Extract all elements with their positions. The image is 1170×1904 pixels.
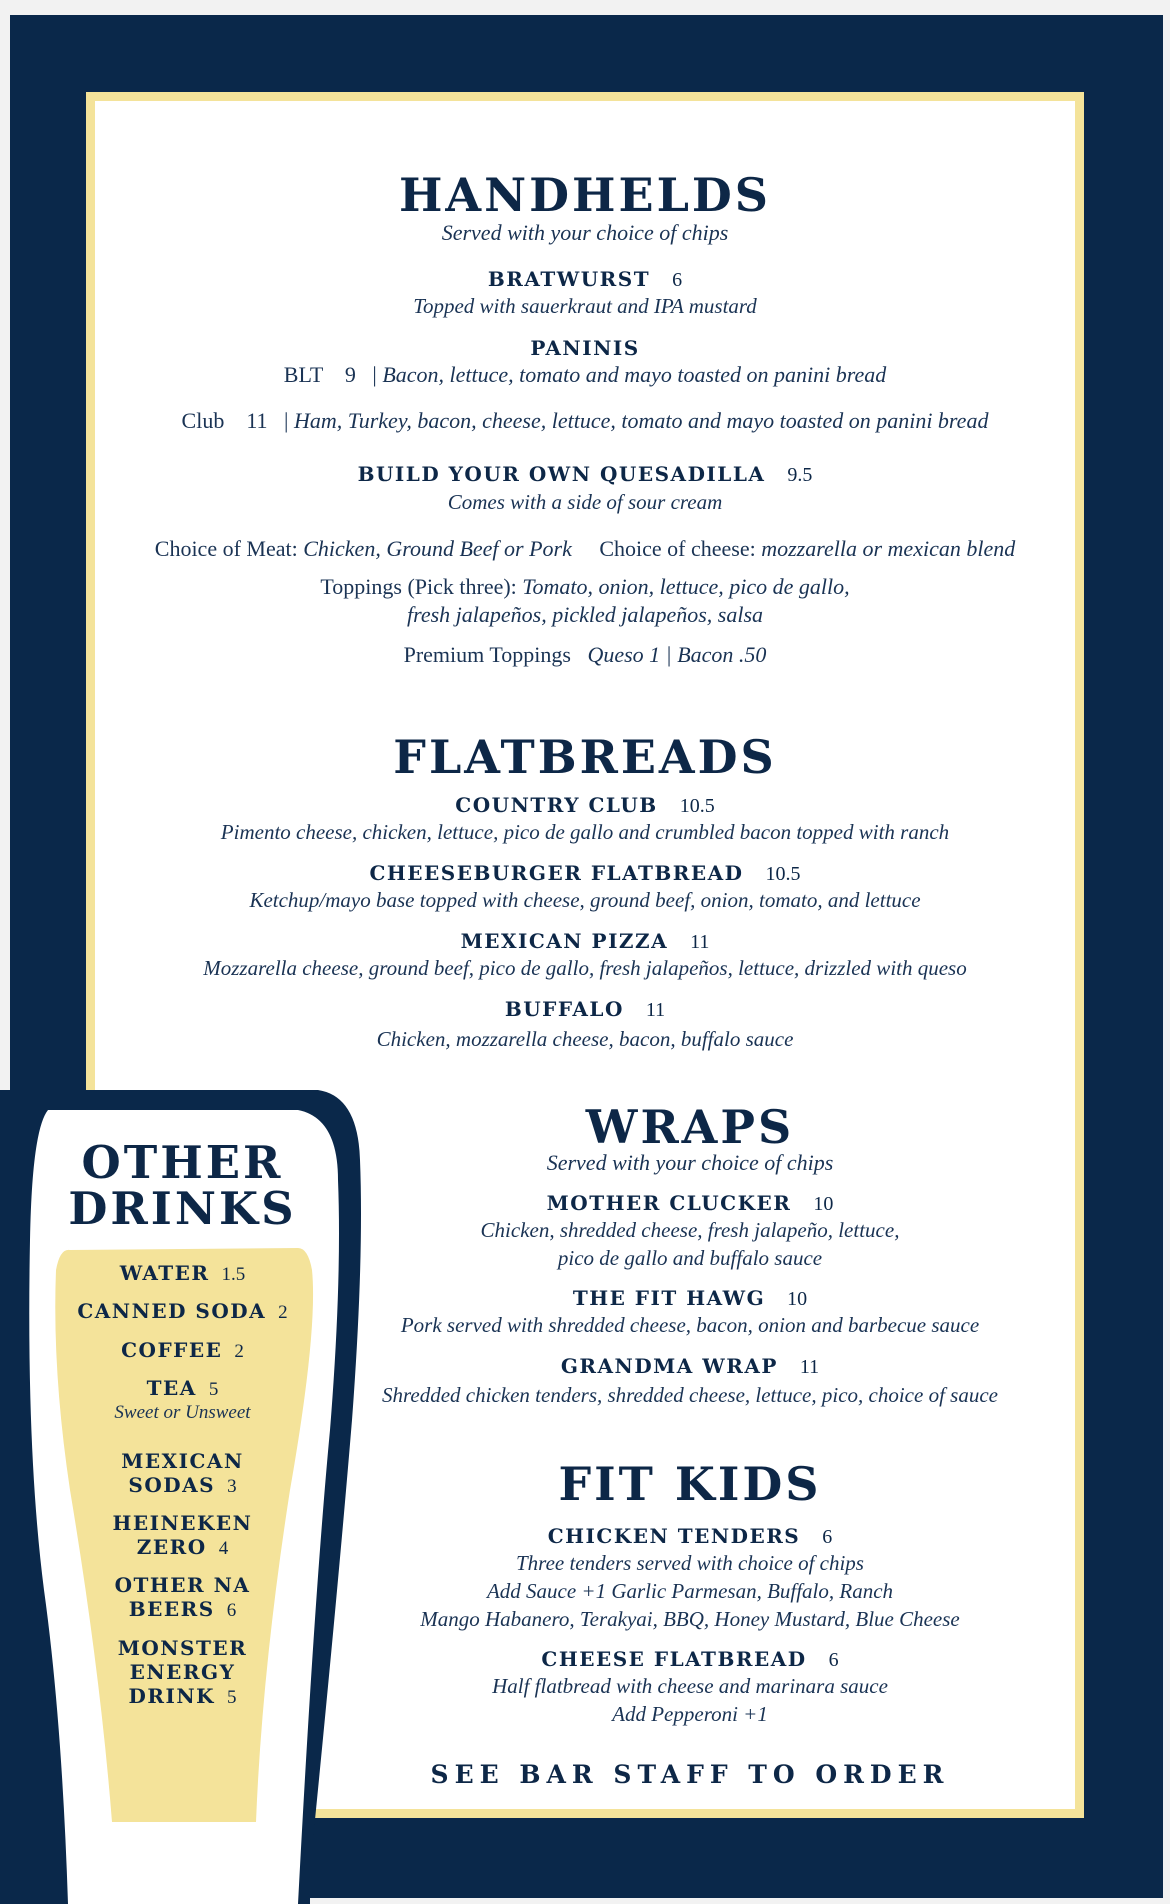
item-price: 10 — [813, 1193, 834, 1215]
item-price: 10 — [787, 1288, 808, 1310]
item-price: 6 — [828, 1649, 839, 1671]
section-subtitle-wraps: Served with your choice of chips — [546, 1150, 834, 1175]
item-desc: Ketchup/mayo base topped with cheese, ground beef, onion, tomato, and lettuce — [249, 888, 921, 912]
item-name: BUILD YOUR OWN QUESADILLA — [357, 462, 766, 486]
drink-price: 3 — [227, 1476, 237, 1497]
drink-name: CANNED SODA — [77, 1299, 267, 1323]
quesadilla-toppings — [86, 574, 1084, 600]
menu-item-cheese-flatbread — [370, 1647, 1010, 1672]
drink-name-2: ENERGY — [129, 1660, 236, 1684]
premium-label: Premium Toppings — [403, 642, 571, 667]
cheese-options: mozzarella or mexican blend — [761, 536, 1016, 561]
item-desc: Chicken, mozzarella cheese, bacon, buffalo sauce — [376, 1027, 794, 1051]
item-name: GRANDMA WRAP — [560, 1354, 778, 1378]
item-name: BRATWURST — [487, 267, 651, 291]
item-desc: Half flatbread with cheese and marinara sauce — [492, 1674, 888, 1698]
item-price: 10.5 — [679, 795, 715, 817]
drink-price: 2 — [234, 1341, 244, 1362]
item-name: CHICKEN TENDERS — [547, 1524, 801, 1548]
section-title-handhelds: HANDHELDS — [398, 168, 772, 222]
meat-options: Chicken, Ground Beef or Pork — [303, 536, 572, 561]
cheese-label: Choice of cheese: — [599, 536, 756, 561]
menu-item-chicken-tenders — [370, 1524, 1010, 1549]
premium-toppings — [86, 642, 1084, 668]
item-price: 9.5 — [787, 464, 813, 486]
item-desc: Pork served with shredded cheese, bacon, onion and barbecue sauce — [400, 1313, 980, 1337]
item-name: MOTHER CLUCKER — [546, 1191, 792, 1215]
item-price: 6 — [672, 269, 683, 291]
item-price: 10.5 — [765, 863, 801, 885]
item-price: 11 — [799, 1356, 820, 1378]
menu-item-paninis: PANINIS — [530, 336, 640, 360]
section-title-flatbreads: FLATBREADS — [393, 730, 777, 784]
menu-item-mexican-pizza — [86, 929, 1084, 954]
item-desc: Mozzarella cheese, ground beef, pico de gallo, fresh jalapeños, lettuce, drizzled with queso — [203, 956, 967, 980]
item-name: COUNTRY CLUB — [455, 793, 658, 817]
menu-item-mother-clucker — [370, 1191, 1010, 1216]
menu-item-quesadilla — [86, 462, 1084, 487]
panini-desc: Ham, Turkey, bacon, cheese, lettuce, tomato and mayo toasted on panini bread — [293, 408, 989, 433]
meat-label: Choice of Meat: — [154, 536, 298, 561]
item-desc: Chicken, shredded cheese, fresh jalapeño, lettuce, — [480, 1218, 900, 1242]
drink-name: MEXICAN — [121, 1449, 244, 1473]
drink-name: OTHER NA — [114, 1573, 251, 1597]
item-desc-3: Mango Habanero, Terakyai, BBQ, Honey Mustard, Blue Cheese — [420, 1607, 960, 1631]
menu-item-cheeseburger-flatbread — [86, 861, 1084, 886]
item-price: 6 — [822, 1526, 833, 1548]
drink-mexican-sodas — [50, 1449, 315, 1499]
item-price: 11 — [690, 931, 710, 953]
quesadilla-choices — [86, 536, 1084, 562]
item-desc-2: Add Sauce +1 Garlic Parmesan, Buffalo, Ranch — [486, 1579, 894, 1603]
menu-item-buffalo — [86, 997, 1084, 1022]
panini-club — [86, 408, 1084, 434]
panini-price: 11 — [246, 408, 268, 433]
drinks-title-line2: DRINKS — [68, 1182, 297, 1235]
item-desc-2: Add Pepperoni +1 — [612, 1702, 768, 1726]
toppings-label: Toppings (Pick three): — [320, 574, 517, 599]
drink-price: 6 — [226, 1600, 237, 1621]
item-name: THE FIT HAWG — [572, 1286, 766, 1310]
drink-name-2: ZERO — [136, 1535, 207, 1559]
item-desc-bratwurst: Topped with sauerkraut and IPA mustard — [413, 294, 757, 318]
panini-price: 9 — [344, 362, 356, 387]
drink-other-na-beers — [50, 1573, 315, 1623]
drink-coffee — [50, 1338, 315, 1364]
item-name: MEXICAN PIZZA — [460, 929, 669, 953]
panini-blt — [86, 362, 1084, 388]
section-subtitle-handhelds: Served with your choice of chips — [441, 220, 729, 245]
item-name: BUFFALO — [504, 997, 624, 1021]
panini-desc: Bacon, lettuce, tomato and mayo toasted on panini bread — [382, 362, 887, 387]
footer-order-note: SEE BAR STAFF TO ORDER — [430, 1760, 950, 1789]
drink-name: MONSTER — [117, 1636, 248, 1660]
drink-name: WATER — [119, 1261, 210, 1285]
section-title-fit-kids: FIT KIDS — [558, 1457, 822, 1511]
separator: | — [372, 362, 377, 387]
drink-name: HEINEKEN — [112, 1511, 253, 1535]
item-name: CHEESE FLATBREAD — [541, 1647, 807, 1671]
panini-name: Club — [181, 408, 225, 433]
menu-item-country-club — [86, 793, 1084, 818]
menu-item-grandma-wrap — [370, 1354, 1010, 1379]
item-name: CHEESEBURGER FLATBREAD — [369, 861, 744, 885]
drink-name: TEA — [146, 1376, 197, 1400]
drink-price: 5 — [226, 1687, 237, 1708]
drink-name-2: SODAS — [128, 1473, 216, 1497]
drink-price: 4 — [218, 1538, 229, 1559]
item-desc-quesadilla: Comes with a side of sour cream — [447, 490, 723, 514]
drink-name-2: BEERS — [128, 1597, 215, 1621]
item-desc-2: pico de gallo and buffalo sauce — [557, 1246, 823, 1270]
drink-tea-sub: Sweet or Unsweet — [114, 1402, 251, 1423]
premium-options: Queso 1 | Bacon .50 — [587, 642, 767, 667]
drink-price: 5 — [208, 1379, 219, 1400]
drink-water — [50, 1261, 315, 1287]
drink-heineken-zero — [50, 1511, 315, 1561]
separator: | — [284, 408, 289, 433]
item-desc: Pimento cheese, chicken, lettuce, pico de gallo and crumbled bacon topped with ranch — [220, 820, 950, 844]
drink-monster-energy — [50, 1636, 315, 1710]
toppings-line1: Tomato, onion, lettuce, pico de gallo, — [522, 574, 850, 599]
item-desc: Three tenders served with choice of chips — [516, 1551, 864, 1575]
drinks-title-line1: OTHER — [81, 1136, 284, 1189]
drink-canned-soda — [50, 1299, 315, 1325]
drink-name: COFFEE — [121, 1338, 223, 1362]
menu-item-bratwurst — [86, 267, 1084, 292]
drinks-title — [50, 1136, 315, 1235]
drink-price: 2 — [278, 1302, 288, 1323]
panini-name: BLT — [283, 362, 323, 387]
menu-item-fit-hawg — [370, 1286, 1010, 1311]
drink-price: 1.5 — [221, 1264, 246, 1285]
item-desc: Shredded chicken tenders, shredded cheese, lettuce, pico, choice of sauce — [382, 1383, 998, 1407]
item-price: 11 — [645, 999, 666, 1021]
drink-name-3: DRINK — [128, 1684, 215, 1708]
toppings-line2: fresh jalapeños, pickled jalapeños, salsa — [406, 602, 764, 627]
section-title-wraps: WRAPS — [585, 1100, 795, 1154]
drink-tea — [50, 1376, 315, 1402]
